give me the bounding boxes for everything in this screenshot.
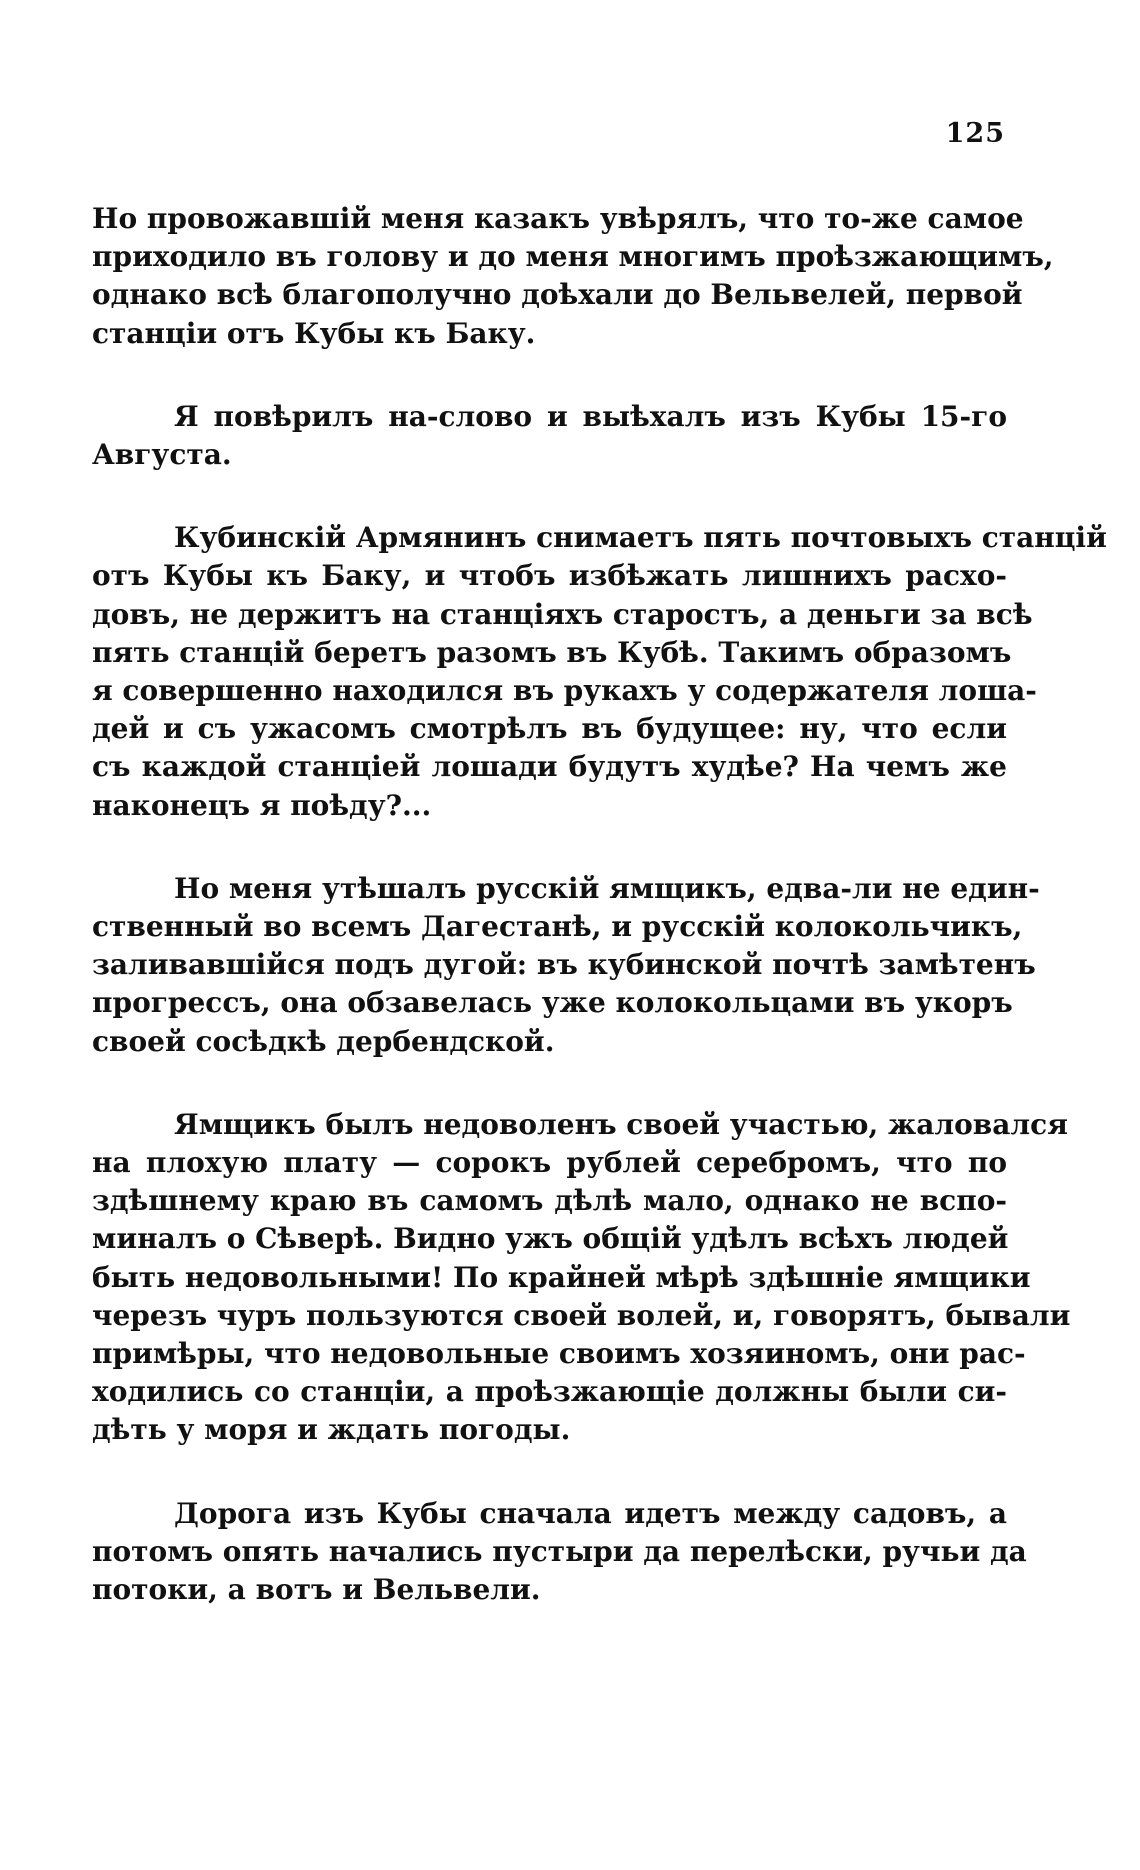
- paragraph: [92, 870, 1040, 1061]
- text-line: быть недовольными! По крайней мѣрѣ здѣшніе ямщики: [92, 1260, 1031, 1294]
- text-line: Августа.: [92, 438, 232, 472]
- text-line: пять станцій беретъ разомъ въ Кубѣ. Такимъ образомъ: [92, 635, 1012, 669]
- text-line: заливавшійся подъ дугой: въ кубинской почтѣ замѣтенъ: [92, 948, 1036, 982]
- text-line: Дорога изъ Кубы сначала идетъ между садовъ, а: [174, 1496, 1007, 1530]
- text-line: Ямщикъ былъ недоволенъ своей участью, жаловался: [174, 1107, 1068, 1141]
- text-line: дей и съ ужасомъ смотрѣлъ въ будущее: ну, что если: [92, 712, 1007, 746]
- text-line: ственный во всемъ Дагестанѣ, и русскій колокольчикъ,: [92, 910, 1023, 944]
- text-line: отъ Кубы къ Баку, и чтобъ избѣжать лишнихъ расхо-: [92, 559, 1007, 593]
- text-line: потоки, а вотъ и Вельвели.: [92, 1573, 541, 1607]
- text-line: здѣшнему краю въ самомъ дѣлѣ мало, однако не вспо-: [92, 1184, 1007, 1218]
- text-line: Я повѣрилъ на-слово и выѣхалъ изъ Кубы 15-го: [174, 399, 1007, 433]
- paragraph: [92, 1495, 1027, 1610]
- text-line: дѣть у моря и ждать погоды.: [92, 1413, 571, 1447]
- text-line: черезъ чуръ пользуются своей волей, и, говорятъ, бывали: [92, 1298, 1071, 1332]
- text-line: Кубинскій Армянинъ снимаетъ пять почтовыхъ станцій: [174, 521, 1107, 555]
- page-number: 125: [945, 118, 1005, 149]
- text-line: приходило въ голову и до меня многимъ проѣзжающимъ,: [92, 240, 1054, 274]
- text-line: прогрессъ, она обзавелась уже колокольцами въ укоръ: [92, 986, 1013, 1020]
- text-line: потомъ опять начались пустыри да перелѣски, ручьи да: [92, 1534, 1027, 1568]
- text-line: своей сосѣдкѣ дербендской.: [92, 1024, 555, 1058]
- paragraph: [92, 200, 1054, 353]
- text-line: на плохую плату — сорокъ рублей серебромъ, что по: [92, 1146, 1007, 1180]
- body-text: [92, 200, 1107, 1654]
- text-line: съ каждой станціей лошади будутъ худѣе? На чемъ же: [92, 750, 1007, 784]
- text-line: Но провожавшій меня казакъ увѣрялъ, что то-же самое: [92, 202, 1024, 235]
- text-line: довъ, не держитъ на станціяхъ старостъ, а деньги за всѣ: [92, 597, 1033, 631]
- text-line: ходились со станціи, а проѣзжающіе должны были си-: [92, 1375, 1007, 1409]
- text-line: примѣры, что недовольные своимъ хозяиномъ, они рас-: [92, 1337, 1026, 1371]
- text-line: миналъ о Сѣверѣ. Видно ужъ общій удѣлъ всѣхъ людей: [92, 1222, 1009, 1256]
- text-line: Но меня утѣшалъ русскій ямщикъ, едва-ли не един-: [174, 871, 1040, 905]
- text-line: я совершенно находился въ рукахъ у содержателя лоша-: [92, 674, 1037, 708]
- text-line: однако всѣ благополучно доѣхали до Вельвелей, первой: [92, 278, 1023, 312]
- paragraph: [92, 1106, 1071, 1450]
- paragraph: [92, 398, 1007, 474]
- paragraph: [92, 519, 1107, 825]
- text-line: наконецъ я поѣду?...: [92, 788, 432, 822]
- text-line: станціи отъ Кубы къ Баку.: [92, 316, 536, 350]
